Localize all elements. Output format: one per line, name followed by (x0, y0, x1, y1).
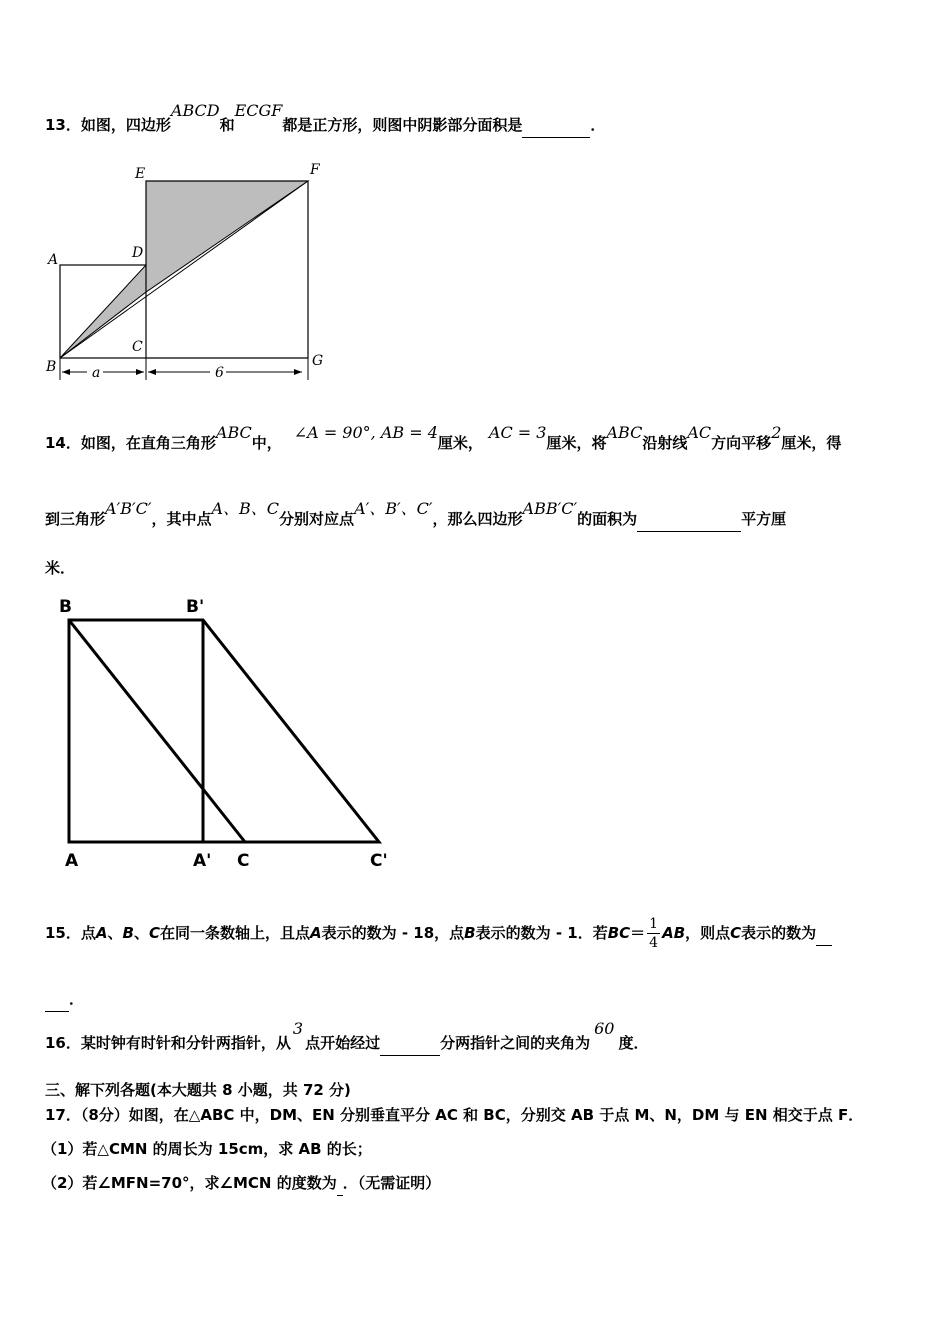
q14-text-line2: 到三角形A′B′C′，其中点A、B、C分别对应点A′、B′、C′，那么四边形ABB′C′的面积为 平方厘 (45, 506, 786, 532)
answer-blank (522, 119, 590, 138)
q13-figure (40, 158, 340, 390)
label-C-prime: C' (370, 851, 388, 871)
q15-number: 15． (45, 924, 81, 942)
q17-stem: 17．（8分）如图，在△ABC 中，DM、EN 分别垂直平分 AC 和 BC，分别交 AB 于点 M、N，DM 与 EN 相交于点 F． (45, 1106, 864, 1124)
answer-blank (45, 993, 69, 1012)
q14-figure (55, 592, 405, 878)
math-ecgf: ECGF (234, 101, 283, 120)
label-A-prime: A' (193, 851, 212, 871)
q17-part1: （1）若△CMN 的周长为 15cm，求 AB 的长； (42, 1140, 372, 1158)
label-D: D (132, 245, 144, 261)
label-C: C (237, 851, 250, 871)
label-A: A (48, 252, 59, 268)
answer-blank (380, 1037, 440, 1056)
q17-part2: （2）若∠MFN=70°，求∠MCN 的度数为 ．（无需证明） (42, 1172, 440, 1196)
label-E: E (135, 166, 146, 182)
segment-bc (69, 620, 245, 842)
q15-text: 15．点A、B、C在同一条数轴上，且点A表示的数为 - 18，点B表示的数为 - 1．若BC＝ $\frac{1}{4}$ AB，则点C表示的数为 (45, 915, 832, 952)
math-abcd: ABCD (170, 101, 220, 120)
answer-blank (816, 927, 832, 946)
q14-number: 14． (45, 434, 81, 452)
label-C: C (132, 339, 143, 355)
label-G: G (312, 353, 324, 369)
label-6: 6 (215, 365, 224, 381)
q15-text-line2: ． (45, 988, 84, 1012)
q16-text: 16．某时钟有时针和分针两指针，从3点开始经过 分两指针之间的夹角为60度． (45, 1032, 648, 1056)
q14-text-line1: 14．如图，在直角三角形ABC中，∠A = 90°, AB = 4厘米，AC = 3厘米，将ABC沿射线AC方向平移2厘米，得 (45, 423, 842, 452)
label-B: B (59, 597, 72, 617)
section-3-title: 三、解下列各题(本大题共 8 小题，共 72 分) (45, 1081, 351, 1099)
trapezoid-abb'c' (69, 620, 379, 842)
label-F: F (310, 162, 320, 178)
shaded-triangle-upper (146, 181, 308, 292)
label-B-prime: B' (186, 597, 205, 617)
label-B: B (46, 359, 57, 375)
q16-number: 16． (45, 1034, 81, 1052)
label-a: a (92, 365, 101, 381)
label-A: A (65, 851, 79, 871)
q13-text: 13．如图，四边形ABCD和ECGF都是正方形，则图中阴影部分面积是 ． (45, 114, 605, 138)
fraction-one-quarter: $\frac{1}{4}$ (649, 916, 659, 951)
q13-number: 13． (45, 116, 81, 134)
q14-text-line3: 米． (45, 559, 76, 577)
answer-blank (637, 513, 741, 532)
